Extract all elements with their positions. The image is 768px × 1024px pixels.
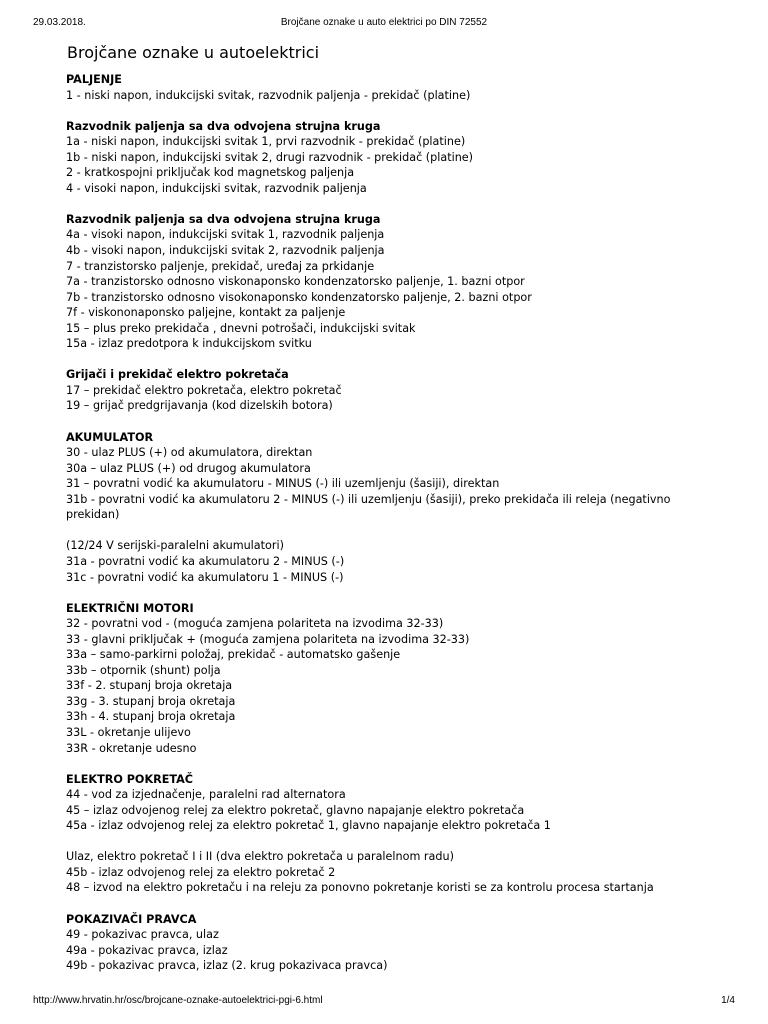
terminal-entry: 49a - pokazivac pravca, izlaz [66, 943, 228, 957]
section [66, 772, 726, 834]
terminal-entry: 7 - tranzistorsko paljenje, prekidač, uređaj za prkidanje [66, 259, 375, 273]
section-title: POKAZIVAČI PRAVCA [66, 912, 197, 926]
terminal-entry: (12/24 V serijski-paralelni akumulatori) [66, 539, 284, 553]
terminal-entry: 30 - ulaz PLUS (+) od akumulatora, direktan [66, 446, 313, 460]
terminal-entry: 31c - povratni vodić ka akumulatoru 1 - MINUS (-) [66, 570, 344, 584]
terminal-entry: 4b - visoki napon, indukcijski svitak 2, razvodnik paljenja [66, 244, 385, 258]
section [66, 601, 726, 756]
section [66, 849, 726, 896]
terminal-entry: 45 – izlaz odvojenog relej za elektro pokretač, glavno napajanje elektro pokretača [66, 803, 525, 817]
terminal-entry: 7f - viskononaponsko paljejne, kontakt za paljenje [66, 306, 346, 320]
terminal-entry: 7b - tranzistorsko odnosno visokonaponsko kondenzatorsko paljenje, 2. bazni otpor [66, 290, 532, 304]
page-title: Brojčane oznake u autoelektrici [67, 43, 320, 62]
section [66, 119, 726, 197]
terminal-entry: 15 – plus preko prekidača , dnevni potrošači, indukcijski svitak [66, 321, 416, 335]
terminal-entry: 17 – prekidač elektro pokretača, elektro pokretač [66, 383, 342, 397]
section [66, 212, 726, 352]
page-number: 1/4 [721, 995, 735, 1006]
section-title: Grijači i prekidač elektro pokretača [66, 368, 289, 382]
section-title: ELEKTRO POKRETAČ [66, 772, 194, 786]
terminal-entry: 19 – grijač predgrijavanja (kod dizelskih botora) [66, 399, 333, 413]
terminal-entry: 33g - 3. stupanj broja okretaja [66, 694, 236, 708]
terminal-entry: 2 - kratkospojni priključak kod magnetskog paljenja [66, 166, 355, 180]
section-title: ELEKTRIČNI MOTORI [66, 601, 194, 615]
section-title: Razvodnik paljenja sa dva odvojena strujna kruga [66, 119, 381, 133]
terminal-entry: 31a - povratni vodić ka akumulatoru 2 - MINUS (-) [66, 554, 345, 568]
terminal-entry: 1 - niski napon, indukcijski svitak, razvodnik paljenja - prekidač (platine) [66, 88, 471, 102]
terminal-entry: 33R - okretanje udesno [66, 741, 197, 755]
section-title: PALJENJE [66, 73, 122, 86]
terminal-entry: 1a - niski napon, indukcijski svitak 1, prvi razvodnik - prekidač (platine) [66, 135, 466, 149]
section [66, 72, 726, 103]
terminal-entry: 33f - 2. stupanj broja okretaja [66, 679, 233, 693]
terminal-entry: 30a – ulaz PLUS (+) od drugog akumulatora [66, 461, 311, 475]
terminal-entry: 31 – povratni vodić ka akumulatoru - MINUS (-) ili uzemljenju (šasiji), direktan [66, 477, 500, 491]
section [66, 912, 726, 974]
print-date: 29.03.2018. [33, 17, 86, 28]
terminal-entry: 33a – samo-parkirni položaj, prekidač - automatsko gašenje [66, 648, 401, 662]
document-body [66, 72, 726, 989]
section-title: AKUMULATOR [66, 430, 154, 444]
terminal-entry: 15a - izlaz predotpora k indukcijskom svitku [66, 337, 312, 351]
terminal-entry: 44 - vod za izjednačenje, paralelni rad alternatora [66, 788, 346, 802]
terminal-entry: 7a - tranzistorsko odnosno viskonaponsko kondenzatorsko paljenje, 1. bazni otpor [66, 275, 525, 289]
print-header-title: Brojčane oznake u auto elektrici po DIN 72552 [280, 17, 488, 28]
terminal-entry: 4 - visoki napon, indukcijski svitak, razvodnik paljenja [66, 181, 367, 195]
terminal-entry: 31b - povratni vodić ka akumulatoru 2 - MINUS (-) ili uzemljenju (šasiji), preko prekidača ili releja (negativno prekidan) [66, 492, 671, 522]
terminal-entry: Ulaz, elektro pokretač I i II (dva elektro pokretača u paralelnom radu) [66, 850, 454, 864]
terminal-entry: 49 - pokazivac pravca, ulaz [66, 928, 219, 942]
terminal-entry: 33b – otpornik (shunt) polja [66, 663, 221, 677]
section [66, 430, 726, 523]
terminal-entry: 4a - visoki napon, indukcijski svitak 1, razvodnik paljenja [66, 228, 385, 242]
terminal-entry: 45b - izlaz odvojenog relej za elektro pokretač 2 [66, 865, 336, 879]
terminal-entry: 1b - niski napon, indukcijski svitak 2, drugi razvodnik - prekidač (platine) [66, 150, 474, 164]
terminal-entry: 49b - pokazivac pravca, izlaz (2. krug pokazivaca pravca) [66, 959, 388, 973]
terminal-entry: 33h - 4. stupanj broja okretaja [66, 710, 236, 724]
section-title: Razvodnik paljenja sa dva odvojena strujna kruga [66, 212, 381, 226]
section [66, 538, 726, 585]
terminal-entry: 45a - izlaz odvojenog relej za elektro pokretač 1, glavno napajanje elektro pokretača 1 [66, 819, 551, 833]
terminal-entry: 48 – izvod na elektro pokretaču i na releju za ponovno pokretanje koristi se za kontrolu procesa startanja [66, 881, 654, 895]
terminal-entry: 33L - okretanje ulijevo [66, 725, 191, 739]
terminal-entry: 33 - glavni priključak + (moguća zamjena polariteta na izvodima 32-33) [66, 632, 470, 646]
terminal-entry: 32 - povratni vod - (moguća zamjena polariteta na izvodima 32-33) [66, 617, 444, 631]
section [66, 367, 726, 414]
footer-url[interactable]: http://www.hrvatin.hr/osc/brojcane-oznake-autoelektrici-pgi-6.html [33, 995, 323, 1006]
